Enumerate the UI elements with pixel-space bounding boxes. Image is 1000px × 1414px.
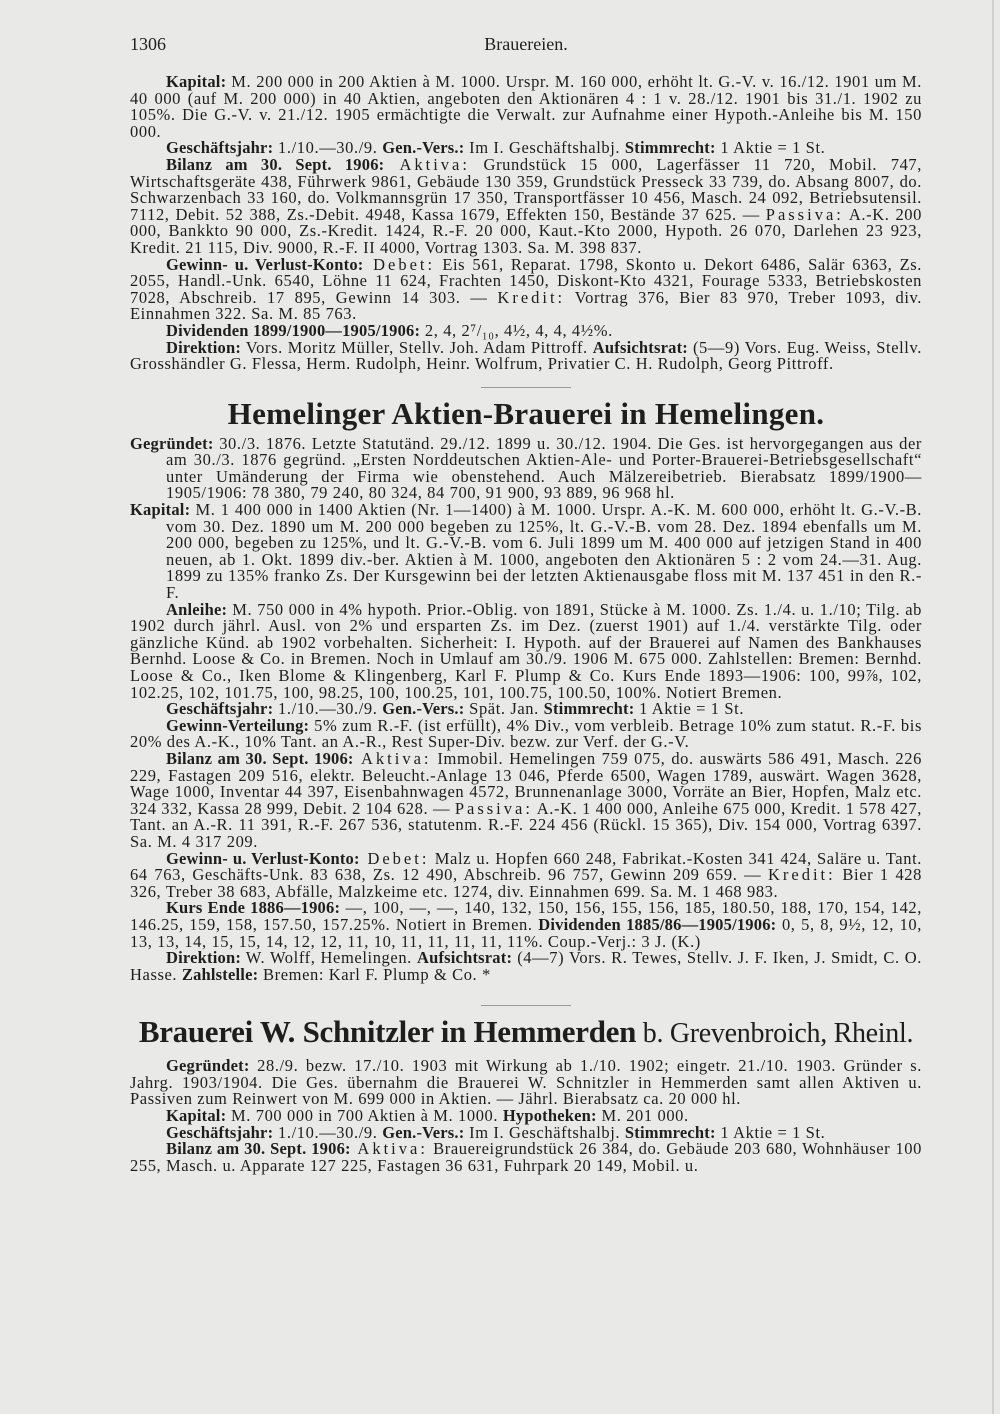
field-text: M. 1 400 000 in 1400 Aktien (Nr. 1—1400) à M. 1000. Urspr. A.-K. M. 600 000, erhöht lt. G.-V.-B. vom 30. Dez. 1890 um M. 200 000 begeben zu 125%, lt. G.-V.-B. vom 28. Dez. 1894 ebenfalls um M. 200 000, begeben zu 125%, und lt. G.-V.-B. vom 6. Juli 1899 um M. 400 000 auf jetzigen Stand in 400 neuen, ab 1. Okt. 1899 div.-ber. Aktien à M. 1000, angeboten den Aktionären 5 : 2 vom 24.—31. Aug. 1899 zu 135% franko Zs. Der Kursgewinn bei der letzten Aktienausgabe floss mit M. 137 451 in den R.-F. <box>166 500 922 603</box>
running-title: Brauereien. <box>484 34 568 54</box>
spaced-label: Aktiva: <box>384 154 470 174</box>
field-label: Gegründet: <box>130 433 214 453</box>
field-label: Gegründet: <box>166 1056 250 1076</box>
section-schnitzler <box>130 1058 922 1174</box>
field-label: Gen.-Vers.: <box>382 138 465 158</box>
field-text: 2, 4, 2⁷/₁₀, 4½, 4, 4, 4½%. <box>420 320 613 340</box>
page-header <box>130 34 922 74</box>
entry-paragraph <box>130 154 922 257</box>
field-label: Gewinn- u. Verlust-Konto: <box>166 254 364 274</box>
field-label: Hypotheken: <box>502 1106 597 1126</box>
field-text: Brauereigrundstück 26 384, do. Gebäude 203 680, Wohnhäuser 100 255, Masch. u. Apparate 127 225, Fastagen 36 631, Fuhrpark 20 149, Mobil. u. <box>130 1139 922 1175</box>
field-label: Bilanz am 30. Sept. 1906: <box>166 748 354 768</box>
page-number: 1306 <box>130 34 166 54</box>
entry-paragraph <box>130 337 922 374</box>
field-label: Gewinn- u. Verlust-Konto: <box>166 848 360 868</box>
field-text: 28./9. bezw. 17./10. 1903 mit Wirkung ab 1./10. 1902; eingetr. 21./10. 1903. Gründer s. Jahrg. 1903/1904. Die Ges. übernahm die Brauerei W. Schnitzler in Hemmerden samt allen Aktiven u. Passiven zum Reinwert von M. 699 000 in Aktien. — Jährl. Bierabsatz ca. 20 000 hl. <box>130 1056 922 1109</box>
field-text: Vors. Moritz Müller, Stellv. Joh. Adam Pittroff. <box>241 337 593 357</box>
spaced-label: Kredit: <box>767 865 836 885</box>
field-text: M. 201 000. <box>596 1106 689 1126</box>
field-label: Gen.-Vers.: <box>382 699 465 719</box>
field-text: Im I. Geschäftshalbj. <box>464 138 625 158</box>
entry-paragraph <box>130 848 922 901</box>
field-text: (5—9) Vors. Eug. Weiss, Stellv. Grosshändler G. Flessa, Herm. Rudolph, Heinr. Wolfrum, Privatier C. H. Rudolph, Georg Pittroff. <box>130 337 922 374</box>
field-label: Geschäftsjahr: <box>166 699 274 719</box>
field-label: Aufsichtsrat: <box>592 337 688 357</box>
field-label: Direktion: <box>166 337 242 357</box>
field-label: Gewinn-Verteilung: <box>166 715 310 735</box>
field-text: (4—7) Vors. R. Tewes, Stellv. J. F. Iken, J. Smidt, C. O. Hasse. <box>130 948 922 984</box>
field-text: 30./3. 1876. Letzte Statutänd. 29./12. 1899 u. 30./12. 1904. Die Ges. ist hervorgegangen aus der am 30./3. 1876 gegründ. „Ersten Norddeutschen Aktien-Ale- und Porter-Brauerei-Betriebsgesellschaft“ unter Umänderung der Firma wie obenstehend. Auch Mälzereibetrieb. Bierabsatz 1899/1900—1905/1906: 78 380, 79 240, 80 324, 84 700, 91 900, 93 889, 96 968 hl. <box>166 433 922 503</box>
field-label: Kapital: <box>166 1106 227 1126</box>
company-title-main: Brauerei W. Schnitzler in Hemmerden <box>138 1014 637 1050</box>
field-text: M. 750 000 in 4% hypoth. Prior.-Oblig. von 1891, Stücke à M. 1000. Zs. 1./4. u. 1./10; Tilg. ab 1902 durch jährl. Ausl. von 2% und ersparten Zs. im Dez. (zuerst 1901) auf 1./4. verstärkte Tilg. oder gänzliche Künd. ab 1902 vorbehalten. Sicherheit: I. Hypoth. auf der Brauerei auf Namen des Bankhauses Bernhd. Loose & Co. in Bremen. Noch in Umlauf am 30./9. 1906 M. 675 000. Zahlstellen: Bremen: Bernhd. Loose & Co., Iken Blome & Klingenberg, Karl F. Plump & Co. Kurs Ende 1893—1906: 100, 99⅞, 102, 102.25, 102, 101.75, 100, 98.25, 100, 100.25, 101, 100.75, 100.50, 100%. Notiert Bremen. <box>130 599 922 702</box>
entry-paragraph <box>130 254 923 324</box>
section-divider <box>481 1005 571 1006</box>
company-title-text: Hemelinger Aktien-Brauerei in Hemelingen. <box>227 395 825 431</box>
field-label: Stimmrecht: <box>543 699 635 719</box>
field-text: Bremen: Karl F. Plump & Co. * <box>258 964 491 984</box>
entry-paragraph <box>130 748 922 851</box>
section-hemelinger <box>130 433 922 984</box>
entry-paragraph <box>130 950 922 983</box>
field-text: 0, 5, 8, 9½, 12, 10, 13, 13, 14, 15, 15, 14, 12, 12, 11, 10, 11, 11, 11, 11, 11%. Coup.-Verj.: 3 J. (K.) <box>130 914 922 951</box>
spaced-label: Kredit: <box>497 287 566 307</box>
field-text: 1 Aktie = 1 St. <box>715 138 826 158</box>
field-text: 1./10.—30./9. <box>273 699 383 719</box>
field-text: Vortrag 376, Bier 83 970, Treber 1093, div. Einnahmen 322. Sa. M. 85 763. <box>130 287 923 324</box>
company-title <box>130 1014 922 1052</box>
field-text: Immobil. Hemelingen 759 075, do. auswärts 586 491, Masch. 226 229, Fastagen 209 516, elektr. Beleucht.-Anlage 13 046, Pferde 6500, Wagen 1789, auswärt. Wagen 3628, Wage 1000, Inventar 44 397, Eisenbahnwagen 4572, Brunnenanlage 3000, Vorräte an Bier, Hopfen, Malz etc. 324 332, Kassa 28 999, Debit. 2 104 628. — <box>130 748 922 818</box>
entry-paragraph <box>130 900 922 950</box>
company-title <box>130 396 922 432</box>
entry-paragraph <box>130 1141 922 1174</box>
entry-paragraph <box>130 715 922 752</box>
field-label: Gen.-Vers.: <box>382 1122 465 1142</box>
field-label: Bilanz am 30. Sept. 1906: <box>166 1139 351 1159</box>
field-text: Bier 1 428 326, Treber 38 683, Abfälle, Malzkeime etc. 1274, div. Einnahmen 699. Sa. M. 1 468 983. <box>130 865 922 901</box>
field-text: 1 Aktie = 1 St. <box>634 699 745 719</box>
section-divider <box>481 387 571 388</box>
spaced-label: Aktiva: <box>353 748 432 768</box>
field-label: Direktion: <box>166 948 242 968</box>
field-label: Geschäftsjahr: <box>166 138 274 158</box>
field-label: Bilanz am 30. Sept. 1906: <box>166 154 385 174</box>
entry-paragraph <box>130 599 922 702</box>
field-label: Anleihe: <box>166 599 228 619</box>
field-label: Stimmrecht: <box>624 1122 716 1142</box>
entry-paragraph <box>130 502 922 602</box>
section-previous-company <box>130 74 922 373</box>
field-label: Geschäftsjahr: <box>166 1122 274 1142</box>
spaced-label: Aktiva: <box>350 1139 428 1159</box>
spaced-label: Debet: <box>363 254 436 274</box>
field-text: 1./10.—30./9. <box>273 1122 383 1142</box>
entry-paragraph <box>130 74 922 140</box>
field-label: Kapital: <box>166 72 227 91</box>
field-text: Im I. Geschäftshalbj. <box>464 1122 625 1142</box>
field-text: W. Wolff, Hemelingen. <box>241 948 417 968</box>
field-text: Spät. Jan. <box>464 699 544 719</box>
field-text: 5% zum R.-F. (ist erfüllt), 4% Div., vom verbleib. Betrage 10% zum statut. R.-F. bis 20% des A.-K., 10% Tant. an A.-R., Rest Super-Div. bezw. zur Verf. der G.-V. <box>130 715 922 752</box>
field-text: Malz u. Hopfen 660 248, Fabrikat.-Kosten 341 424, Saläre u. Tant. 64 763, Geschäfts-Unk. 83 638, Zs. 12 490, Abschreib. 96 757, Gewinn 209 659. — <box>130 848 922 885</box>
spaced-label: Passiva: <box>454 798 533 818</box>
field-label: Dividenden 1899/1900—1905/1906: <box>166 320 421 340</box>
field-text: M. 200 000 in 200 Aktien à M. 1000. Urspr. M. 160 000, erhöht lt. G.-V. v. 16./12. 1901 um M. 40 000 (auf M. 200 000) in 40 Aktien, angeboten den Aktionären 4 : 1 v. 28./12. 1901 bis 31./1. 1902 zu 105%. Die G.-V. v. 21./12. 1905 ermächtigte die Verwalt. zur Aufnahme einer Hypoth.-Anleihe bis M. 150 000. <box>130 72 922 141</box>
field-label: Aufsichtsrat: <box>416 948 513 968</box>
field-text: Grundstück 15 000, Lagerfässer 11 720, Mobil. 747, Wirtschaftsgeräte 438, Führwerk 9861, Gebäude 130 359, Grundstück Presseck 33 739, do. Absang 8007, do. Schwarzenbach 33 160, do. Volkmannsgrün 17 350, Transportfässer 10 456, Masch. 24 092, Betriebsutensil. 7112, Debit. 52 388, Zs.-Debit. 4948, Kassa 1679, Effekten 150, Bestände 37 625. — <box>130 154 922 224</box>
field-label: Kurs Ende 1886—1906: <box>166 898 341 918</box>
entry-paragraph <box>130 1058 922 1108</box>
document-page <box>130 34 922 1174</box>
spaced-label: Passiva: <box>765 204 844 224</box>
field-label: Stimmrecht: <box>624 138 716 158</box>
field-label: Dividenden 1885/86—1905/1906: <box>538 914 777 934</box>
scan-edge <box>992 0 994 1414</box>
field-text: A.-K. 1 400 000, Anleihe 675 000, Kredit. 1 578 427, Tant. an A.-R. 11 391, R.-F. 267 536, statutenm. R.-F. 224 456 (Rückl. 15 365), Div. 154 000, Vortrag 6397. Sa. M. 4 317 209. <box>130 798 922 851</box>
entry-paragraph <box>130 433 922 503</box>
field-text: A.-K. 200 000, Bankkto 90 000, Zs.-Kredit. 1424, R.-F. 20 000, Kaut.-Kto 2000, Hypoth. 26 070, Darlehen 23 923, Kredit. 21 115, Div. 9000, R.-F. II 4000, Vortrag 1303. Sa. M. 398 837. <box>130 204 922 257</box>
field-label: Zahlstelle: <box>181 964 259 984</box>
spaced-label: Debet: <box>359 848 430 868</box>
field-text: M. 700 000 in 700 Aktien à M. 1000. <box>226 1106 503 1126</box>
company-title-location: b. Grevenbroich, Rheinl. <box>636 1018 914 1050</box>
field-text: 1./10.—30./9. <box>273 138 383 158</box>
field-text: Eis 561, Reparat. 1798, Skonto u. Dekort 6486, Salär 6363, Zs. 2055, Handl.-Unk. 6540, Löhne 11 624, Frachten 1450, Diskont-Kto 4321, Fourage 5333, Betriebskosten 7028, Abschreib. 17 895, Gewinn 14 303. — <box>130 254 923 307</box>
field-text: 1 Aktie = 1 St. <box>715 1122 826 1142</box>
field-label: Kapital: <box>130 500 191 520</box>
field-text: —, 100, —, —, 140, 132, 150, 156, 155, 156, 185, 180.50, 188, 170, 154, 142, 146.25, 159, 158, 157.50, 157.25%. Notiert in Bremen. <box>130 898 922 934</box>
